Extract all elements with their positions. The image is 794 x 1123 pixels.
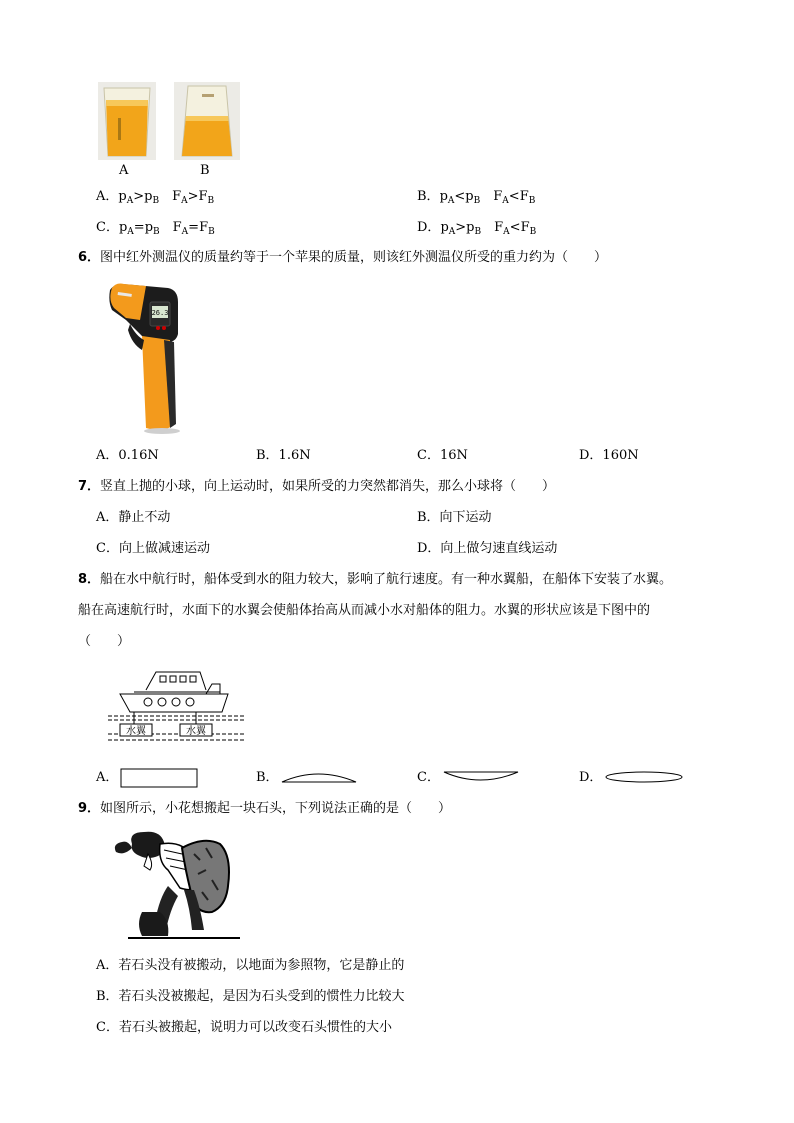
q7-option-b[interactable]: B．向下运动 bbox=[417, 510, 492, 525]
wing-shape-convex-top bbox=[280, 770, 360, 786]
q6-option-b[interactable]: B．1.6N bbox=[256, 448, 311, 463]
q9-option-c[interactable]: C．若石头被搬起，说明力可以改变石头惯性的大小 bbox=[96, 1020, 392, 1035]
q6-option-d[interactable]: D．160N bbox=[579, 448, 639, 463]
q8-number: 8． bbox=[78, 572, 101, 587]
q8-option-c[interactable]: C． bbox=[417, 770, 440, 785]
person-lifting-stone-image bbox=[108, 830, 244, 942]
q6-number: 6． bbox=[78, 250, 101, 265]
q8-stem-line3: （ ） bbox=[78, 634, 131, 649]
q8-stem-line2: 船在高速航行时，水面下的水翼会使船体抬高从而减小水对船体的阻力。水翼的形状应该是下图中的 bbox=[78, 603, 651, 618]
q5-option-b[interactable]: B．$p_A<p_B$ $F_A<F_B$ bbox=[417, 189, 536, 206]
cup-a-image bbox=[98, 82, 156, 160]
q5-option-a[interactable]: A．$p_A>p_B$ $F_A>F_B$ bbox=[96, 189, 215, 206]
q6-option-a[interactable]: A．0.16N bbox=[96, 448, 159, 463]
q7-number: 7． bbox=[78, 479, 101, 494]
q7-option-d[interactable]: D．向上做匀速直线运动 bbox=[417, 541, 558, 556]
q6-option-c[interactable]: C．16N bbox=[417, 448, 468, 463]
q5-option-c[interactable]: C．$p_A=p_B$ $F_A=F_B$ bbox=[96, 220, 215, 237]
q5-option-d[interactable]: D．$p_A>p_B$ $F_A<F_B$ bbox=[417, 220, 537, 237]
thermometer-display: 26.3 bbox=[151, 309, 169, 317]
cup-a-label: A bbox=[119, 163, 129, 178]
cup-b-image bbox=[174, 82, 240, 160]
q7-option-c[interactable]: C．向上做减速运动 bbox=[96, 541, 210, 556]
wing-shape-convex-bottom bbox=[442, 770, 522, 786]
q5-figure bbox=[98, 82, 243, 162]
q8-option-b[interactable]: B． bbox=[256, 770, 279, 785]
q8-stem-line1: 8．船在水中航行时，船体受到水的阻力较大，影响了航行速度。有一种水翼船，在船体下安装了水翼。 bbox=[78, 572, 673, 587]
q7-option-a[interactable]: A．静止不动 bbox=[96, 510, 171, 525]
q9-option-b[interactable]: B．若石头没被搬起，是因为石头受到的惯性力比较大 bbox=[96, 989, 405, 1004]
q6-stem: 6．图中红外测温仪的质量约等于一个苹果的质量，则该红外测温仪所受的重力约为（ ） bbox=[78, 250, 608, 265]
infrared-thermometer-image bbox=[106, 280, 184, 436]
q9-option-a[interactable]: A．若石头没有被搬动，以地面为参照物，它是静止的 bbox=[96, 958, 405, 973]
q8-option-a[interactable]: A． bbox=[96, 770, 119, 785]
wing-shape-ellipse bbox=[604, 769, 686, 785]
cup-b-label: B bbox=[200, 163, 210, 178]
hydrofoil-boat-diagram bbox=[108, 668, 244, 744]
hydrofoil-label-1: 水翼 bbox=[126, 726, 146, 737]
q7-stem: 7．竖直上抛的小球，向上运动时，如果所受的力突然都消失，那么小球将（ ） bbox=[78, 479, 556, 494]
wing-shape-rectangle bbox=[120, 768, 200, 790]
hydrofoil-label-2: 水翼 bbox=[186, 726, 206, 737]
q9-number: 9． bbox=[78, 801, 101, 816]
q8-option-d[interactable]: D． bbox=[579, 770, 603, 785]
q9-stem: 9．如图所示，小花想搬起一块石头，下列说法正确的是（ ） bbox=[78, 801, 452, 816]
